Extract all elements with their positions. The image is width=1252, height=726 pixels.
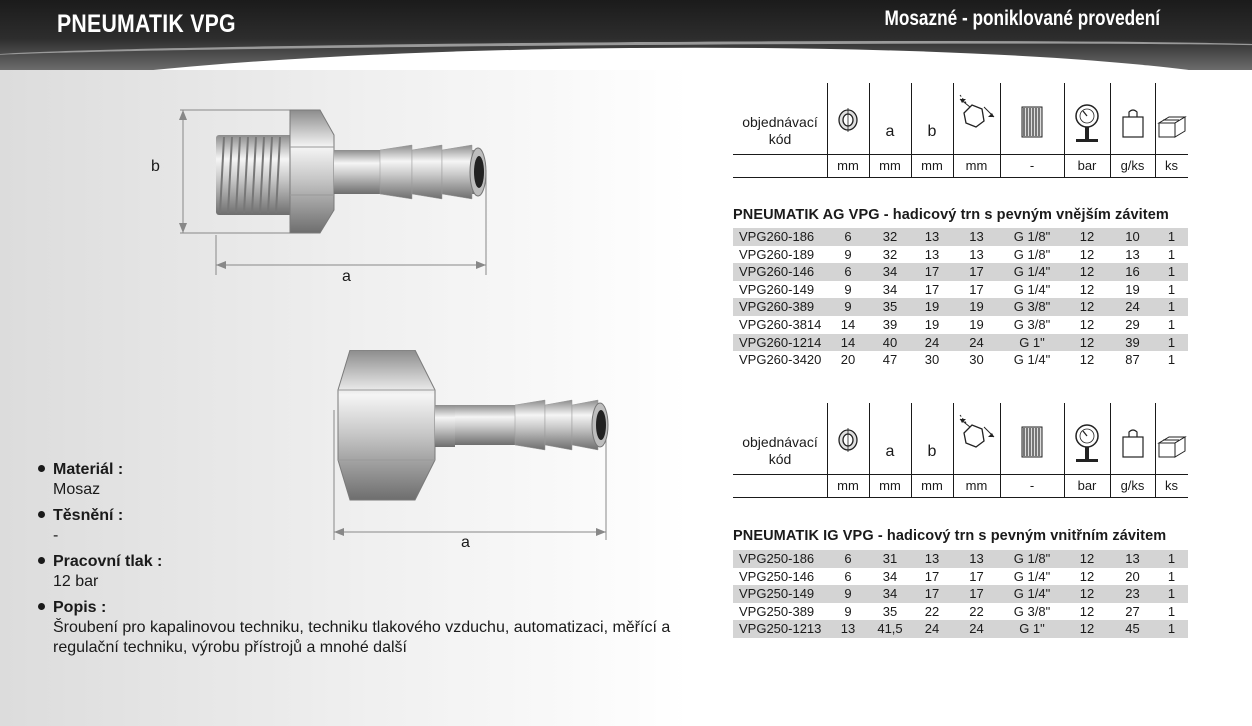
table-cell: 34 xyxy=(882,586,898,602)
table-cell: 17 xyxy=(924,264,940,280)
info-label: Popis : xyxy=(53,599,107,616)
page-title: PNEUMATIK VPG xyxy=(57,10,236,38)
table-cell: 1 xyxy=(1167,264,1176,280)
info-value: 12 bar xyxy=(53,573,99,590)
unit-label: ks xyxy=(1165,158,1178,173)
order-code-cell: VPG250-146 xyxy=(739,568,815,584)
order-code-label-line1: objednávací xyxy=(742,434,818,450)
table-cell: 17 xyxy=(924,568,940,584)
table-cell: 12 xyxy=(1079,352,1095,368)
table-cell: 1 xyxy=(1167,299,1176,315)
table-row xyxy=(733,585,1188,603)
table-cell: 13 xyxy=(969,551,984,566)
table-cell: 6 xyxy=(844,551,852,566)
page-header xyxy=(0,0,1252,70)
table-cell: 31 xyxy=(882,551,898,566)
table-cell: 87 xyxy=(1125,352,1140,368)
table-cell: 1 xyxy=(1167,568,1176,584)
table-row xyxy=(733,550,1188,568)
table-cell: G 3/8" xyxy=(1013,603,1051,619)
order-code-cell: VPG250-149 xyxy=(739,586,815,602)
table-title-ig: PNEUMATIK IG VPG - hadicový trn s pevným vnitřním závitem xyxy=(733,528,1167,544)
order-code-label-line1: objednávací xyxy=(742,114,818,130)
table-cell: 19 xyxy=(924,299,940,315)
table-cell: 14 xyxy=(840,316,856,332)
table-cell: G 1" xyxy=(1019,334,1045,350)
order-code-label-line2: kód xyxy=(768,451,792,467)
table-cell: 45 xyxy=(1125,621,1140,637)
order-code-cell: VPG260-1214 xyxy=(739,334,822,350)
column-b-header: b xyxy=(927,123,937,140)
table-cell: 19 xyxy=(1125,281,1140,297)
product-info-list xyxy=(38,460,698,664)
unit-label: mm xyxy=(879,478,901,493)
table-cell: 12 xyxy=(1079,603,1095,619)
table-cell: 13 xyxy=(1125,551,1140,566)
table-cell: 12 xyxy=(1079,551,1095,566)
table-cell: 12 xyxy=(1079,281,1095,297)
table-cell: 39 xyxy=(1125,334,1140,350)
order-code-label xyxy=(733,114,827,148)
unit-label: g/ks xyxy=(1120,158,1145,173)
unit-label: - xyxy=(1029,478,1035,493)
table-row xyxy=(733,620,1188,638)
table-cell: 12 xyxy=(1079,229,1095,244)
table-cell: 24 xyxy=(969,334,984,350)
table-cell: G 1/4" xyxy=(1013,264,1051,280)
table-cell: 39 xyxy=(882,316,898,332)
unit-label: mm xyxy=(965,158,988,173)
order-code-cell: VPG260-186 xyxy=(739,229,815,244)
table-cell: 20 xyxy=(1125,568,1140,584)
table-cell: 32 xyxy=(882,246,898,262)
table-row xyxy=(733,351,1188,369)
spec-table-ig xyxy=(733,550,1188,638)
order-code-cell: VPG260-146 xyxy=(739,264,815,280)
header-unit-divider xyxy=(733,474,1188,475)
table-cell: G 1/4" xyxy=(1013,568,1051,584)
table-cell: G 1/8" xyxy=(1013,246,1051,262)
table-cell: 19 xyxy=(924,316,940,332)
info-description xyxy=(38,598,698,658)
table-cell: 34 xyxy=(882,264,898,280)
table-row xyxy=(733,298,1188,316)
table-cell: G 1/4" xyxy=(1013,352,1051,368)
order-code-cell: VPG260-3814 xyxy=(739,316,822,332)
order-code-cell: VPG250-186 xyxy=(739,551,815,566)
external-thread-fitting-illustration xyxy=(150,95,500,290)
table-cell: 29 xyxy=(1125,316,1140,332)
table-cell: 12 xyxy=(1079,264,1095,280)
unit-label: - xyxy=(1029,158,1035,173)
info-label: Materiál : xyxy=(53,461,124,478)
table-cell: 1 xyxy=(1167,352,1176,368)
table-cell: 32 xyxy=(882,229,898,244)
table-cell: 1 xyxy=(1167,316,1176,332)
table-cell: 34 xyxy=(882,568,898,584)
table-cell: 20 xyxy=(840,352,856,368)
table-cell: 6 xyxy=(844,264,852,280)
unit-label: mm xyxy=(965,478,988,493)
table-cell: 23 xyxy=(1125,586,1140,602)
info-material xyxy=(38,460,698,500)
table-cell: 27 xyxy=(1125,603,1140,619)
info-value: Mosaz xyxy=(53,481,101,498)
column-a-header: a xyxy=(885,443,895,460)
table-cell: G 1/8" xyxy=(1013,551,1051,566)
table-cell: 24 xyxy=(924,621,940,637)
table-cell: 19 xyxy=(969,299,984,315)
table-cell: 14 xyxy=(840,334,856,350)
table-cell: 1 xyxy=(1167,586,1176,602)
table-cell: 9 xyxy=(844,586,852,602)
table-cell: 35 xyxy=(882,603,898,619)
table-row xyxy=(733,603,1188,621)
order-code-label xyxy=(733,434,827,468)
table-cell: 34 xyxy=(882,281,898,297)
bullet-icon xyxy=(38,511,45,518)
unit-label: mm xyxy=(837,158,859,173)
table-cell: 13 xyxy=(969,246,984,262)
table-cell: 6 xyxy=(844,568,852,584)
column-a-header: a xyxy=(885,123,895,140)
table-cell: 13 xyxy=(969,229,984,244)
bullet-icon xyxy=(38,465,45,472)
table-cell: 17 xyxy=(924,586,940,602)
unit-label: bar xyxy=(1077,158,1097,173)
table-cell: 17 xyxy=(969,281,984,297)
page-subtitle: Mosazné - poniklované provedení xyxy=(884,7,1160,30)
order-code-cell: VPG260-189 xyxy=(739,246,815,262)
dimension-a-label-bottom: a xyxy=(461,534,470,551)
table-row xyxy=(733,281,1188,299)
table-cell: 6 xyxy=(844,229,852,244)
table-cell: 30 xyxy=(969,352,984,368)
header-unit-divider xyxy=(733,154,1188,155)
table-cell: 9 xyxy=(844,281,852,297)
table-cell: 1 xyxy=(1167,246,1176,262)
table-row xyxy=(733,568,1188,586)
table-cell: 22 xyxy=(969,603,984,619)
table-cell: 12 xyxy=(1079,299,1095,315)
unit-label: mm xyxy=(921,158,943,173)
table-cell: 35 xyxy=(882,299,898,315)
order-code-cell: VPG250-389 xyxy=(739,603,815,619)
table-cell: G 1/8" xyxy=(1013,229,1051,244)
table-row xyxy=(733,228,1188,246)
table-cell: 1 xyxy=(1167,603,1176,619)
table-cell: 12 xyxy=(1079,246,1095,262)
table-cell: 10 xyxy=(1125,229,1140,244)
table-cell: 12 xyxy=(1079,316,1095,332)
spec-table-header-ig xyxy=(733,403,1188,498)
table-cell: 12 xyxy=(1079,568,1095,584)
order-code-cell: VPG260-389 xyxy=(739,299,815,315)
table-cell: 13 xyxy=(1125,246,1140,262)
order-code-cell: VPG260-3420 xyxy=(739,352,822,368)
info-seal xyxy=(38,506,698,546)
table-cell: G 1/4" xyxy=(1013,281,1051,297)
table-cell: 13 xyxy=(924,246,940,262)
table-cell: 1 xyxy=(1167,229,1176,244)
table-cell: G 1/4" xyxy=(1013,586,1051,602)
table-cell: 24 xyxy=(924,334,940,350)
table-row xyxy=(733,334,1188,352)
bullet-icon xyxy=(38,557,45,564)
table-cell: 1 xyxy=(1167,551,1176,566)
table-cell: 22 xyxy=(924,603,940,619)
table-row xyxy=(733,316,1188,334)
unit-label: mm xyxy=(837,478,859,493)
order-code-label-line2: kód xyxy=(768,131,792,147)
table-cell: 13 xyxy=(924,551,940,566)
table-cell: G 3/8" xyxy=(1013,316,1051,332)
table-cell: 17 xyxy=(969,586,984,602)
spec-table-ag xyxy=(733,228,1188,369)
dimension-b-label: b xyxy=(151,158,160,175)
order-code-cell: VPG260-149 xyxy=(739,281,815,297)
table-cell: G 1" xyxy=(1019,621,1045,637)
column-b-header: b xyxy=(927,443,937,460)
table-title-ag: PNEUMATIK AG VPG - hadicový trn s pevným vnějším závitem xyxy=(733,207,1169,223)
table-row xyxy=(733,263,1188,281)
table-cell: 9 xyxy=(844,603,852,619)
dimension-a-label: a xyxy=(342,268,351,285)
table-cell: G 3/8" xyxy=(1013,299,1051,315)
table-cell: 1 xyxy=(1167,621,1176,637)
info-label: Pracovní tlak : xyxy=(53,553,163,570)
spec-table-header-ag xyxy=(733,83,1188,178)
table-cell: 1 xyxy=(1167,334,1176,350)
table-cell: 47 xyxy=(882,352,898,368)
unit-label: mm xyxy=(921,478,943,493)
table-cell: 13 xyxy=(840,621,856,637)
info-pressure xyxy=(38,552,698,592)
table-cell: 12 xyxy=(1079,334,1095,350)
table-cell: 1 xyxy=(1167,281,1176,297)
table-cell: 24 xyxy=(969,621,984,637)
order-code-cell: VPG250-1213 xyxy=(739,621,822,637)
info-value: Šroubení pro kapalinovou techniku, techniku tlakového vzduchu, automatizaci, měřící a regulační techniku, výrobu přístrojů a mnohé další xyxy=(53,619,671,656)
table-cell: 9 xyxy=(844,246,852,262)
table-cell: 17 xyxy=(969,264,984,280)
table-cell: 17 xyxy=(924,281,940,297)
table-cell: 24 xyxy=(1125,299,1140,315)
table-cell: 19 xyxy=(969,316,984,332)
table-cell: 12 xyxy=(1079,586,1095,602)
unit-label: mm xyxy=(879,158,901,173)
unit-label: bar xyxy=(1077,478,1097,493)
info-value: - xyxy=(53,527,59,544)
table-cell: 17 xyxy=(969,568,984,584)
table-row xyxy=(733,246,1188,264)
info-label: Těsnění : xyxy=(53,507,124,524)
bullet-icon xyxy=(38,603,45,610)
table-cell: 16 xyxy=(1125,264,1140,280)
unit-label: ks xyxy=(1165,478,1178,493)
table-cell: 40 xyxy=(882,334,898,350)
unit-label: g/ks xyxy=(1120,478,1145,493)
table-cell: 9 xyxy=(844,299,852,315)
table-cell: 30 xyxy=(924,352,940,368)
table-cell: 12 xyxy=(1079,621,1095,637)
table-cell: 13 xyxy=(924,229,940,244)
table-cell: 41,5 xyxy=(877,621,903,637)
